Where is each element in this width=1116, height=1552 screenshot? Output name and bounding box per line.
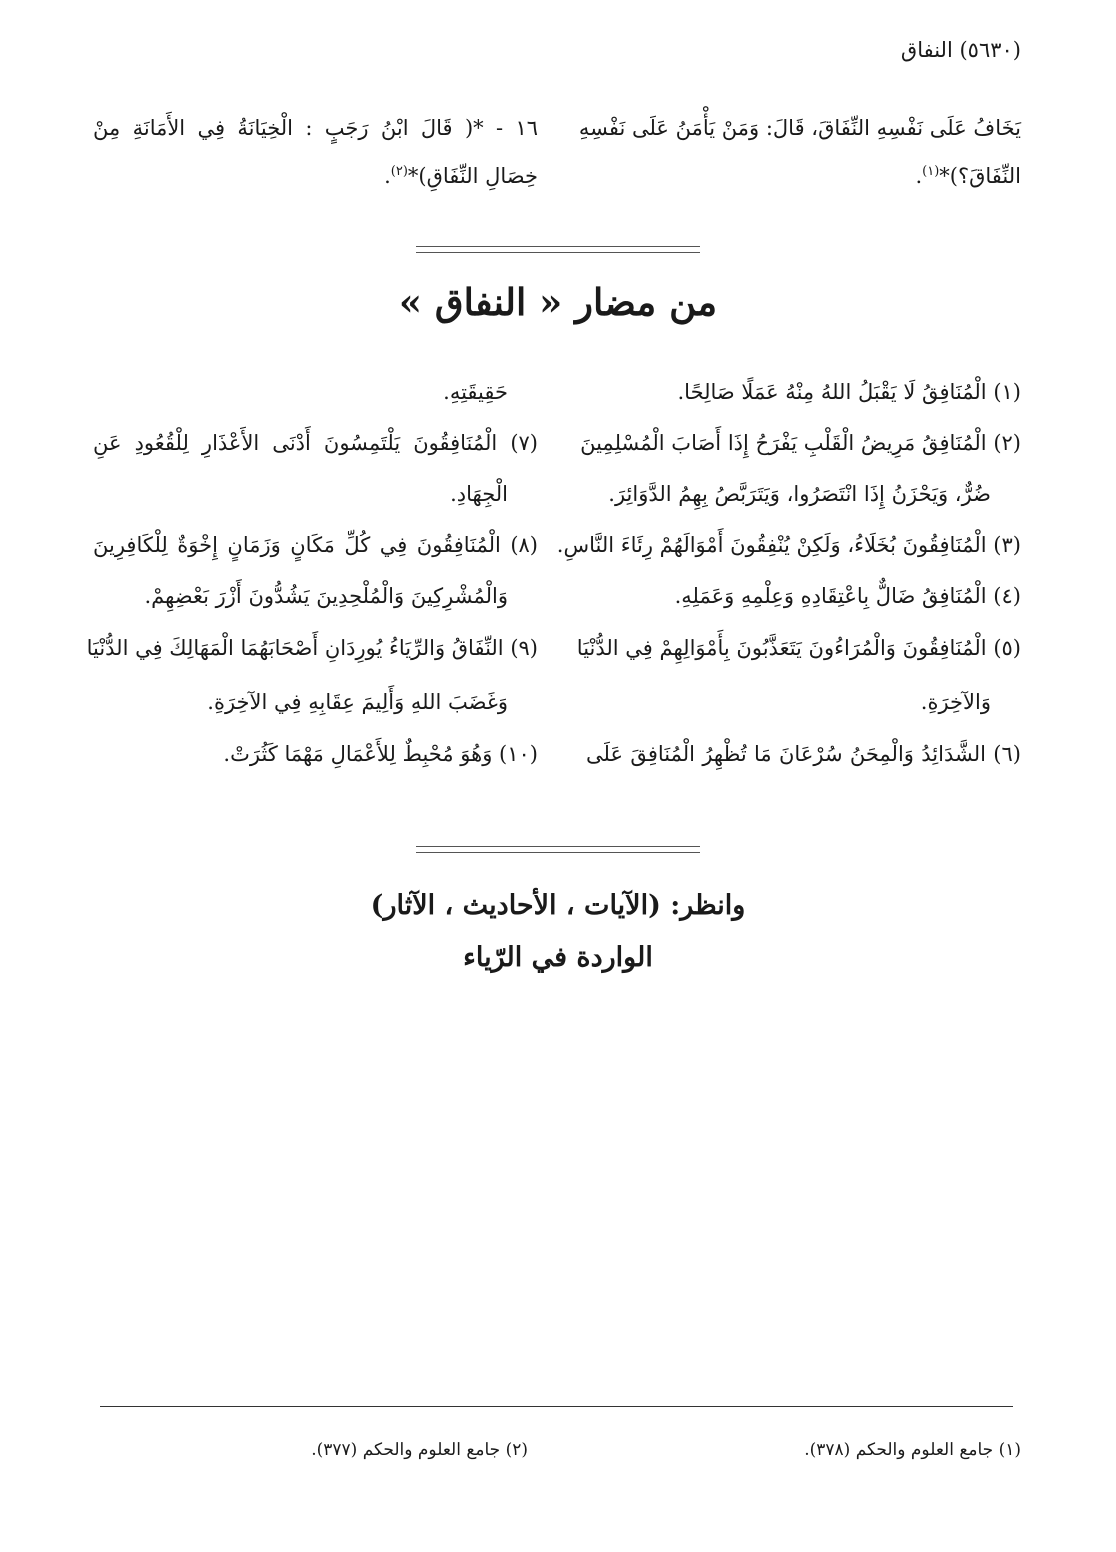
intro-right-line-1	[578, 116, 1021, 141]
section-title: من مضار « النفاق »	[398, 280, 718, 324]
intro-left-line-2-text: خِصَالِ النِّفَاقِ)*	[407, 164, 538, 188]
intro-right-end: .	[915, 164, 923, 188]
intro-right-line-2	[586, 164, 1021, 189]
harm-left-line-4: (٨) الْمُنَافِقُونَ فِي كُلِّ مَكَانٍ وَزَمَانٍ إِخْوَةٌ لِلْكَافِرِينَ	[93, 533, 538, 557]
see-also-line-1: وانظر: (الآيات ، الأحاديث ، الآثار)	[370, 890, 746, 921]
intro-right-line-2-text: النِّفَاقَ؟)*	[939, 164, 1021, 188]
footnote-ref-2: (٢)	[390, 164, 408, 179]
harm-left-line-6: (٩) النِّفَاقُ وَالرِّيَاءُ يُورِدَانِ أَصْحَابَهُمَا الْمَهَالِكَ فِي الدُّنْيَا	[86, 636, 538, 660]
harm-left-line-8: (١٠) وَهُوَ مُحْبِطٌ لِلأَعْمَالِ مَهْمَا كَثُرَتْ.	[223, 742, 538, 766]
harm-left-line-7: وَغَضَبَ اللهِ وَأَلِيمَ عِقَابِهِ فِي الآخِرَةِ.	[207, 690, 508, 714]
harm-right-line-3: ضُرٌّ، وَيَحْزَنُ إِذَا انْتَصَرُوا، وَيَتَرَبَّصُ بِهِمُ الدَّوَائِرَ.	[608, 482, 991, 506]
footnote-1: (١) جامع العلوم والحكم (٣٧٨).	[804, 1440, 1021, 1460]
intro-left-line-1	[93, 116, 538, 141]
intro-right-line-1-text: يَخَافُ عَلَى نَفْسِهِ النِّفَاقَ، قَالَ: وَمَنْ يَأْمَنُ عَلَى نَفْسِهِ	[578, 116, 1021, 140]
footnote-ref-1: (١)	[922, 164, 940, 179]
harm-right-line-6: (٥) الْمُنَافِقُونَ وَالْمُرَاءُونَ يَتَعَذَّبُونَ بِأَمْوَالِهِمْ فِي الدُّنْيَا	[576, 636, 1021, 660]
page-header: (٥٦٣٠) النفاق	[900, 38, 1021, 62]
harm-right-line-2: (٢) الْمُنَافِقُ مَرِيضُ الْقَلْبِ يَفْرَحُ إِذَا أَصَابَ الْمُسْلِمِينَ	[580, 431, 1021, 455]
footnote-rule	[100, 1406, 1013, 1407]
see-also-line-2: الواردة في الرّياء	[463, 942, 653, 973]
harm-right-line-8: (٦) الشَّدَائِدُ وَالْمِحَنُ سُرْعَانَ مَا تُظْهِرُ الْمُنَافِقَ عَلَى	[586, 742, 1021, 766]
footnote-2: (٢) جامع العلوم والحكم (٣٧٧).	[311, 1440, 528, 1460]
harm-left-line-1: حَقِيقَتِهِ.	[443, 380, 508, 404]
harm-right-line-4: (٣) الْمُنَافِقُونَ بُخَلَاءُ، وَلَكِنْ يُنْفِقُونَ أَمْوَالَهُمْ رِئَاءَ النَّاسِ.	[556, 533, 1021, 557]
intro-left-line-1-text: ١٦ - *( قَالَ ابْنُ رَجَبٍ : الْخِيَانَةُ فِي الأَمَانَةِ مِنْ	[93, 116, 538, 140]
intro-left-end: .	[384, 164, 391, 188]
harm-right-line-7: وَالآخِرَةِ.	[920, 690, 991, 714]
harm-left-line-3: الْجِهَادِ.	[450, 482, 508, 506]
intro-left-line-2	[93, 164, 538, 189]
section-divider-top	[416, 246, 700, 253]
section-divider-bottom	[416, 846, 700, 853]
harm-right-line-1: (١) الْمُنَافِقُ لَا يَقْبَلُ اللهُ مِنْهُ عَمَلًا صَالِحًا.	[677, 380, 1021, 404]
harm-left-line-5: وَالْمُشْرِكِينَ وَالْمُلْحِدِينَ يَشُدُّونَ أَزْرَ بَعْضِهِمْ.	[144, 584, 508, 608]
harm-right-line-5: (٤) الْمُنَافِقُ ضَالٌّ بِاعْتِقَادِهِ وَعِلْمِهِ وَعَمَلِهِ.	[674, 584, 1021, 608]
harm-left-line-2: (٧) الْمُنَافِقُونَ يَلْتَمِسُونَ أَدْنَى الأَعْذَارِ لِلْقُعُودِ عَنِ	[93, 431, 538, 455]
